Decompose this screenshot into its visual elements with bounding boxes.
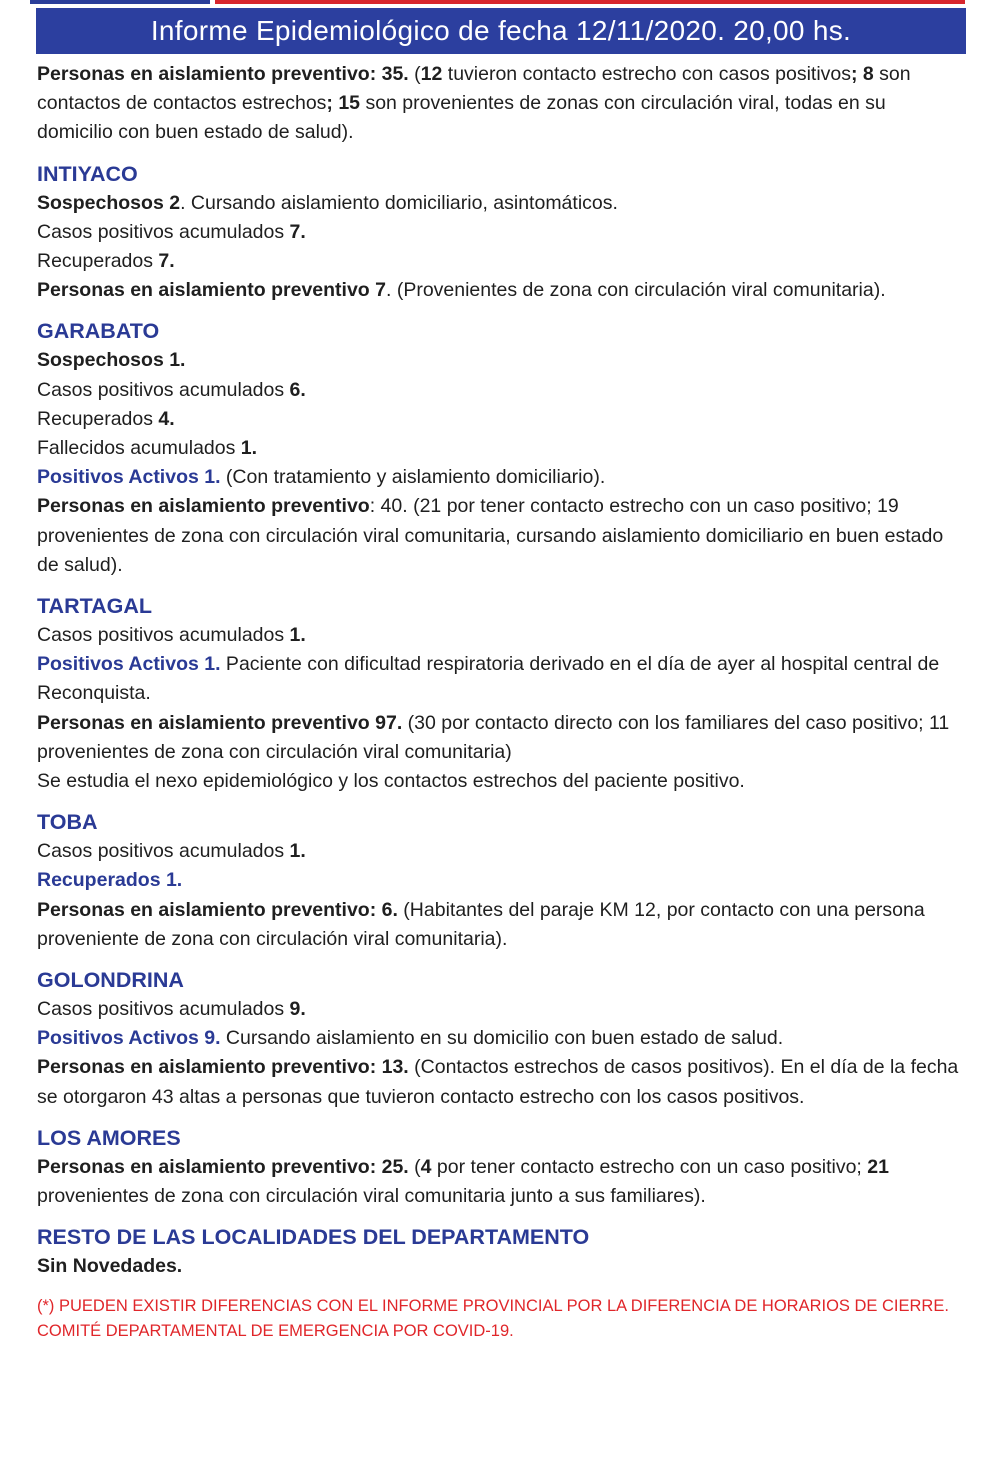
isolation-line: [37, 709, 967, 767]
cases-value: 6.: [289, 378, 306, 401]
isolation-line: [37, 276, 967, 305]
isolation-line: [37, 492, 967, 580]
recovered-line: [37, 866, 967, 895]
deceased-line: [37, 434, 967, 463]
active-label: Positivos Activos 9.: [37, 1027, 221, 1050]
cases-label: Casos positivos acumulados: [37, 220, 290, 243]
intro-value-15: ; 15: [326, 92, 361, 115]
section-intiyaco: [37, 160, 967, 306]
cases-line: [37, 218, 967, 247]
suspects-label: Sospechosos 2: [37, 191, 181, 214]
cases-label: Casos positivos acumulados: [37, 624, 290, 647]
section-heading: GOLONDRINA: [37, 968, 184, 993]
deceased-value: 1.: [240, 437, 258, 460]
intro-text-4: son provenientes de zonas con circulación viral, todas en su domicilio con buen estado de salud).: [37, 92, 886, 144]
isolation-text-2: por tener contacto estrecho con un caso positivo;: [431, 1155, 868, 1178]
isolation-label: Personas en aislamiento preventivo 97.: [37, 711, 403, 734]
report-title: Informe Epidemiológico de fecha 12/11/2020. 20,00 hs.: [36, 8, 966, 54]
cases-value: 1.: [289, 624, 306, 647]
footnote-line-2: COMITÉ DEPARTAMENTAL DE EMERGENCIA POR COVID-19.: [37, 1321, 514, 1340]
nexus-line: Se estudia el nexo epidemiológico y los contactos estrechos del paciente positivo.: [37, 770, 745, 793]
cases-value: 7.: [289, 220, 306, 243]
cases-value: 1.: [289, 840, 306, 863]
isolation-label: Personas en aislamiento preventivo: 6.: [37, 898, 398, 921]
intro-value-8: ; 8: [851, 63, 874, 85]
suspects-label: Sospechosos 1.: [37, 349, 186, 372]
cases-value: 9.: [289, 998, 306, 1021]
isolation-value-4: 4: [420, 1155, 432, 1178]
intro-value-12: 12: [420, 63, 443, 85]
recovered-label: Recuperados: [37, 250, 159, 273]
isolation-label: Personas en aislamiento preventivo: 25.: [37, 1155, 409, 1178]
recovered-label: Recuperados: [37, 407, 159, 430]
active-line: [37, 463, 967, 492]
active-label: Positivos Activos 1.: [37, 466, 221, 489]
cases-label: Casos positivos acumulados: [37, 840, 290, 863]
top-stripe-red: [215, 0, 965, 4]
cases-label: Casos positivos acumulados: [37, 378, 290, 401]
suspects-text: . Cursando aislamiento domiciliario, asintomáticos.: [180, 191, 618, 214]
isolation-label: Personas en aislamiento preventivo: 13.: [37, 1056, 409, 1079]
top-stripe: [0, 0, 1000, 6]
section-heading: TARTAGAL: [37, 594, 153, 619]
footnote: [37, 1294, 967, 1344]
suspects-line: [37, 346, 967, 375]
active-text: Cursando aislamiento en su domicilio con buen estado de salud.: [220, 1027, 784, 1050]
report-body: [37, 60, 967, 1344]
isolation-value-21: 21: [867, 1155, 889, 1178]
isolation-line: [37, 896, 967, 954]
isolation-text: (Contactos estrechos de casos positivos). En el día de la fecha se otorgaron 43 altas a personas que tuvieron contacto estrecho con los casos positivos.: [37, 1056, 959, 1108]
section-heading: INTIYACO: [37, 161, 138, 186]
cases-label: Casos positivos acumulados: [37, 998, 290, 1021]
section-resto: [37, 1223, 967, 1281]
isolation-value: : 40.: [369, 495, 408, 518]
isolation-line: [37, 1153, 967, 1211]
isolation-line: [37, 1053, 967, 1111]
active-line: [37, 650, 967, 708]
intro-text-1: (: [408, 63, 421, 85]
section-golondrina: [37, 966, 967, 1112]
isolation-text-1: (: [408, 1155, 421, 1178]
isolation-label: Personas en aislamiento preventivo 7: [37, 279, 386, 302]
isolation-text: (30 por contacto directo con los familiares del caso positivo; 11 provenientes de zona con circulación viral comunitaria): [37, 711, 950, 763]
section-heading: RESTO DE LAS LOCALIDADES DEL DEPARTAMENTO: [37, 1225, 590, 1250]
section-garabato: [37, 317, 967, 580]
intro-label: Personas en aislamiento preventivo: 35.: [37, 63, 409, 85]
isolation-text: (Habitantes del paraje KM 12, por contacto con una persona proveniente de zona con circulación viral comunitaria).: [37, 898, 925, 950]
footnote-line-1: (*) PUEDEN EXISTIR DIFERENCIAS CON EL INFORME PROVINCIAL POR LA DIFERENCIA DE HORARIOS DE CIERRE.: [37, 1296, 949, 1315]
deceased-label: Fallecidos acumulados: [37, 437, 241, 460]
active-label: Positivos Activos 1.: [37, 653, 221, 676]
active-text: Paciente con dificultad respiratoria derivado en el día de ayer al hospital central de Reconquista.: [37, 653, 940, 705]
recovered-line: [37, 247, 967, 276]
intro-text-2: tuvieron contacto estrecho con casos positivos: [442, 63, 851, 85]
section-heading: TOBA: [37, 810, 98, 835]
cases-line: [37, 995, 967, 1024]
recovered-value: 4.: [158, 407, 175, 430]
active-text: (Con tratamiento y aislamiento domiciliario).: [220, 466, 606, 489]
no-news-line: [37, 1252, 967, 1281]
section-heading: GARABATO: [37, 319, 160, 344]
recovered-value: 7.: [158, 250, 175, 273]
section-toba: [37, 808, 967, 954]
intro-text-3: son contactos de contactos estrechos: [37, 63, 911, 115]
recovered-label: Recuperados 1.: [37, 869, 183, 892]
isolation-label: Personas en aislamiento preventivo: [37, 495, 370, 518]
section-los-amores: [37, 1124, 967, 1211]
top-stripe-blue: [30, 0, 210, 4]
cases-line: [37, 376, 967, 405]
active-line: [37, 1024, 967, 1053]
cases-line: [37, 621, 967, 650]
no-news-text: Sin Novedades.: [37, 1255, 183, 1278]
section-tartagal: [37, 592, 967, 796]
section-heading: LOS AMORES: [37, 1125, 181, 1150]
cases-line: [37, 837, 967, 866]
suspects-line: [37, 189, 967, 218]
isolation-text: . (Provenientes de zona con circulación viral comunitaria).: [385, 279, 886, 302]
recovered-line: [37, 405, 967, 434]
intro-paragraph: [37, 60, 967, 148]
isolation-text: (21 por tener contacto estrecho con un caso positivo; 19 provenientes de zona con circulación viral comunitaria, cursando aislamiento domiciliario en buen estado de salud).: [37, 495, 944, 576]
isolation-text-3: provenientes de zona con circulación viral comunitaria junto a sus familiares).: [37, 1185, 706, 1208]
